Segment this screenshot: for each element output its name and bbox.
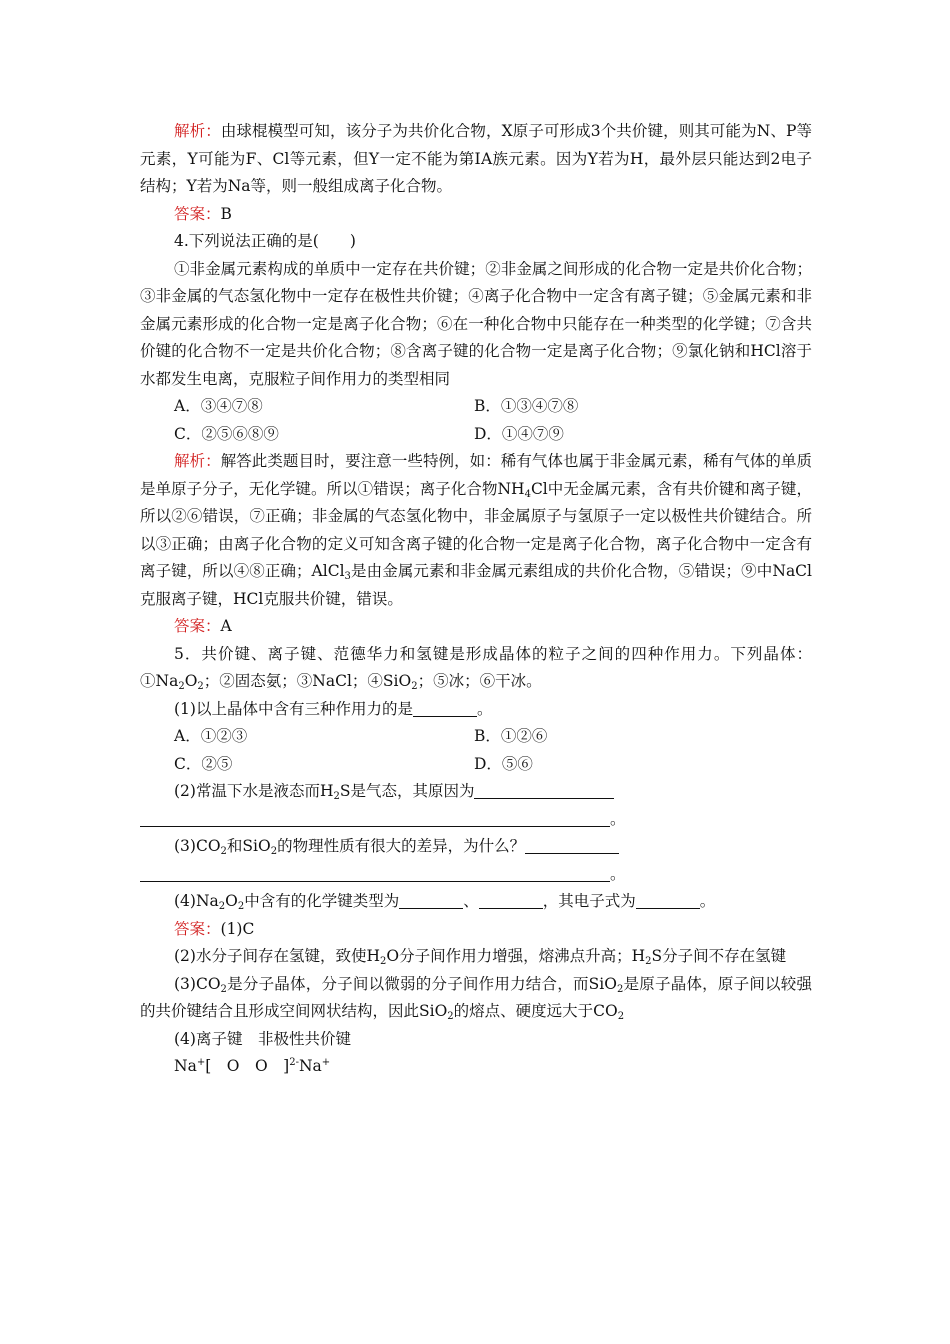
- q4-options-row-1: [140, 393, 812, 421]
- option-b: B．①②⑥: [474, 727, 548, 745]
- answer-label: 答案：: [174, 919, 221, 938]
- answer-blank[interactable]: [474, 782, 614, 799]
- option-d: D．①④⑦⑨: [474, 424, 564, 443]
- document-page: [140, 118, 812, 1081]
- explanation-label: 解析：: [174, 122, 221, 140]
- answer-blank[interactable]: [140, 810, 610, 827]
- q4-answer: [140, 613, 812, 641]
- q5-part-1: (1)以上晶体中含有三种作用力的是 。: [174, 699, 493, 718]
- answer-blank[interactable]: [399, 892, 463, 909]
- q5-part-2: (2)常温下水是液态而$H_2S$是气态，其原因为: [140, 778, 812, 806]
- answer-blank[interactable]: [413, 700, 477, 717]
- answer-blank[interactable]: [140, 865, 610, 882]
- q5-answer-4: (4)离子键 非极性共价键: [174, 1029, 351, 1048]
- q4-options-row-2: [140, 421, 812, 449]
- option-c: C．②⑤⑥⑧⑨: [174, 424, 279, 443]
- answer-blank[interactable]: [636, 892, 700, 909]
- explanation-text: 由球棍模型可知，该分子为共价化合物，X原子可形成3个共价键，则其可能为N、P等元素，Y可能为F、Cl等元素，但Y一定不能为第ⅠA族元素。因为Y若为H，最外层只能达到2电子结构；Y若为Na等，则一般组成离子化合物。: [140, 122, 812, 195]
- q5-part-2-line: 。: [140, 806, 812, 834]
- q3-explanation: [140, 118, 812, 201]
- option-b: B．①③④⑦⑧: [474, 397, 579, 415]
- answer-label: 答案：: [174, 204, 221, 223]
- q4-body: ①非金属元素构成的单质中一定存在共价键；②非金属之间形成的化合物一定是共价化合物；③非金属的气态氢化物中一定存在极性共价键；④离子化合物中一定含有离子键；⑤金属元素和非金属元素形成的化合物一定是离子化合物；⑥在一种化合物中只能存在一种类型的化学键；⑦含共价键的化合物不一定是共价化合物；⑧含离子键的化合物一定是离子化合物；⑨氯化钠和HCl溶于水都发生电离，克服粒子间作用力的类型相同: [140, 259, 812, 388]
- option-d: D．⑤⑥: [474, 754, 533, 773]
- answer-blank[interactable]: [479, 892, 543, 909]
- electron-formula: Na+[ O O ]$^{2-}$Na+: [174, 1057, 331, 1075]
- q5-options-row-1: [140, 723, 812, 751]
- q4-explanation: 解析：解答此类题目时，要注意一些特例，如：稀有气体也属于非金属元素，稀有气体的单质是单原子分子，无化学键。所以①错误；离子化合物$NH_4Cl$中无金属元素，含有共价键和离子键，所以②⑥错误，⑦正确；非金属的气态氢化物中，非金属原子与氢原子一定以极性共价键结合。所以③正确；由离子化合物的定义可知含离子键的化合物一定是离子化合物，离子化合物中一定含有离子键，所以④⑧正确；AlCl$_3$是由金属元素和非金属元素组成的共价化合物，⑤错误；⑨中NaCl克服离子键，HCl克服共价键，错误。: [140, 452, 812, 608]
- q3-answer: [140, 201, 812, 229]
- answer-value: A: [220, 617, 232, 635]
- option-a: A．③④⑦⑧: [174, 397, 263, 415]
- q5-answer-1: 答案：(1)C: [174, 919, 255, 938]
- q5-part-4: $(4)Na_2O_2$中含有的化学键类型为 、 ，其电子式为 。: [174, 892, 716, 912]
- answer-label: 答案：: [174, 617, 221, 635]
- q5-part-3-line: 。: [140, 861, 812, 889]
- q5-answer-3: $(3)CO_2$是分子晶体，分子间以微弱的分子间作用力结合，而SiO$_2$是原子晶体，原子间以较强的共价键结合且形成空间网状结构，因此SiO$_2$的熔点、硬度远大于$CO_2$: [140, 974, 812, 1022]
- answer-blank[interactable]: [525, 837, 619, 854]
- explanation-label: 解析：: [174, 452, 221, 470]
- q4-stem: 4.下列说法正确的是( ): [174, 232, 356, 250]
- answer-value: B: [220, 204, 232, 223]
- q5-answer-2: (2)水分子间存在氢键，致使$H_2O$分子间作用力增强，熔沸点升高；$H_2S$分子间不存在氢键: [174, 947, 787, 967]
- q5-part-3: $(3)CO_2$和SiO$_2$的物理性质有很大的差异，为什么？: [140, 833, 812, 861]
- option-c: C．②⑤: [174, 754, 233, 773]
- q5-stem: 5．共价键、离子键、范德华力和氢键是形成晶体的粒子之间的四种作用力。下列晶体：$①Na_2O_2$；②固态氨；③NaCl；④SiO$_2$；⑤冰；⑥干冰。: [140, 644, 812, 692]
- option-a: A．①②③: [174, 727, 248, 745]
- q5-options-row-2: [140, 751, 812, 779]
